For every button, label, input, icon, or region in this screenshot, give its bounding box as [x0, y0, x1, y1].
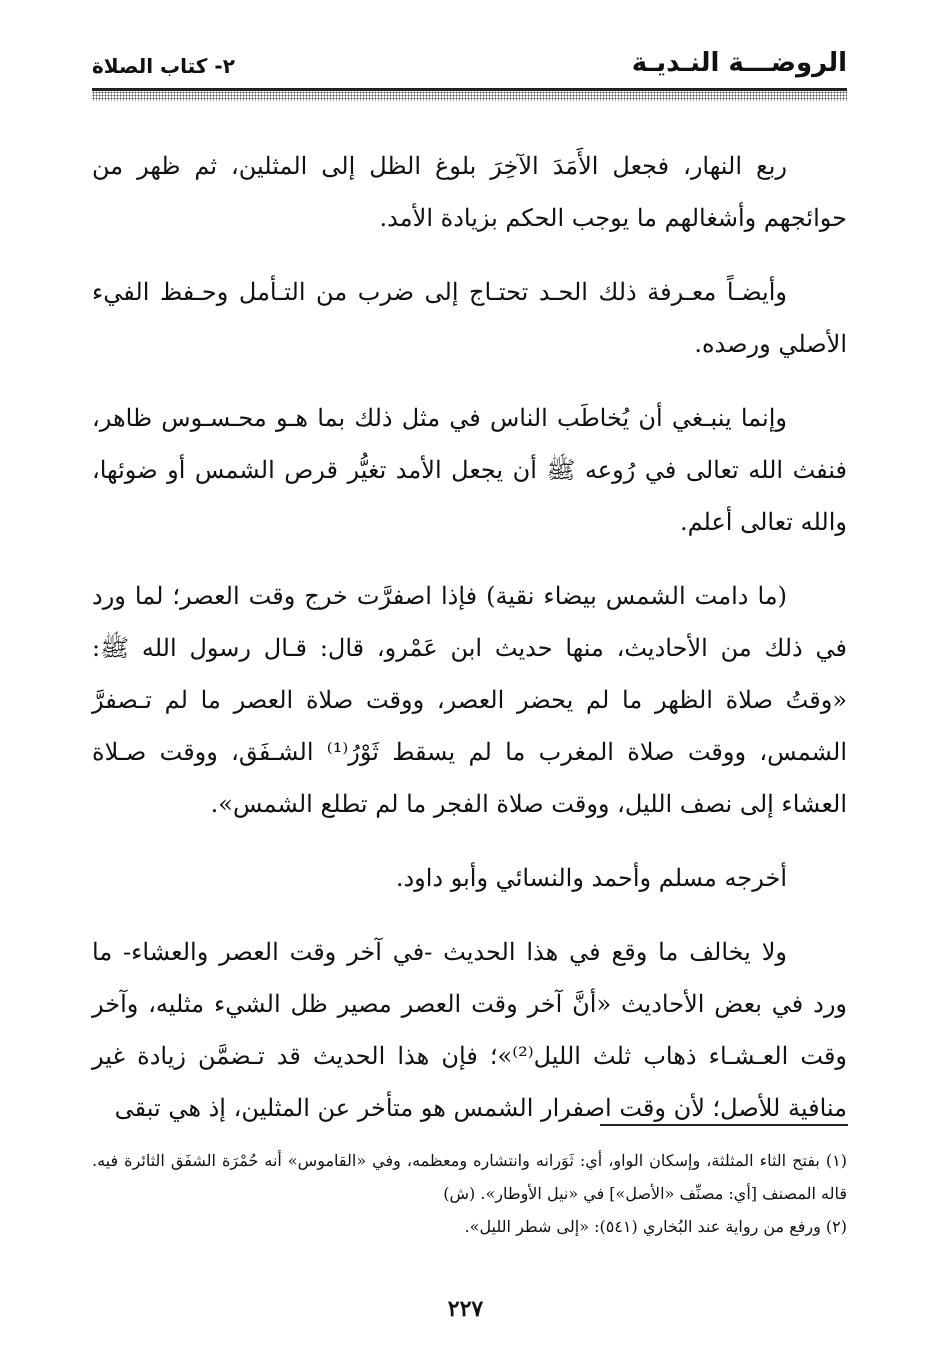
- footnote: (١) بفتح الثاء المثلثة، وإسكان الواو، أي: ثَوَرانه وانتشاره ومعظمه، وفي «القاموس» أنه حُمْرَة الشفَق الثائرة فيه. قاله المصنف [أي: مصنِّف «الأصل»] في «نيل الأوطار». (ش): [92, 1151, 847, 1203]
- paragraph: أخرجه مسلم وأحمد والنسائي وأبو داود.: [395, 864, 787, 892]
- running-header: [92, 40, 847, 90]
- paragraph: وإنما ينبـغي أن يُخاطَب الناس في مثل ذلك بما هـو محـسـوس ظاهر، فنفث الله تعالى في رُوعه ﷺ أن يجعل الأمد تغيُّر قرص الشمس أو ضوئها، والله تعالى أعلم.: [92, 404, 848, 536]
- paragraph: (ما دامت الشمس بيضاء نقية) فإذا اصفرَّت خرج وقت العصر؛ لما ورد في ذلك من الأحاديث، منها حديث ابن عَمْرو، قال: قـال رسول الله ﷺ: «وقتُ صلاة الظهر ما لم يحضر العصر، ووقت صلاة العصر ما لم تـصفرَّ الشمس، ووقت صلاة المغرب ما لم يسقط ثَوْرُ⁽¹⁾ الشـفَق، ووقت صـلاة العشاء إلى نصف الليل، ووقت صلاة الفجر ما لم تطلع الشمس».: [92, 582, 847, 818]
- footnotes: [92, 1144, 847, 1243]
- book-title: الروضـــة النـديـة: [631, 48, 847, 78]
- footnote-divider: [600, 1124, 848, 1126]
- footnote: (٢) ورفع من رواية عند البُخاري (٥٤١): «إلى شطر الليل».: [464, 1217, 847, 1236]
- header-divider: [92, 88, 847, 101]
- paragraph: ربع النهار، فجعل الأَمَدَ الآخِرَ بلوغ الظل إلى المثلين، ثم ظهر من حوائجهم وأشغالهم ما يوجب الحكم بزيادة الأمد.: [92, 152, 847, 232]
- paragraph: وأيضـاً معـرفة ذلك الحـد تحتـاج إلى ضرب من التـأمل وحـفظ الفيء الأصلي ورصده.: [92, 278, 847, 358]
- page-number: ٢٢٧: [447, 1296, 484, 1322]
- paragraph: ولا يخالف ما وقع في هذا الحديث -في آخر وقت العصر والعشاء- ما ورد في بعض الأحاديث «أنَّ آخر وقت العصر مصير ظل الشيء مثليه، وآخر وقت العـشـاء ذهاب ثلث الليل⁽²⁾»؛ فإن هذا الحديث قد تـضمَّن زيادة غير منافية للأصل؛ لأن وقت اصفرار الشمس هو متأخر عن المثلين، إذ هي تبقى: [92, 938, 848, 1122]
- main-text: [92, 140, 847, 1152]
- chapter-title: ٢- كتاب الصلاة: [92, 54, 235, 78]
